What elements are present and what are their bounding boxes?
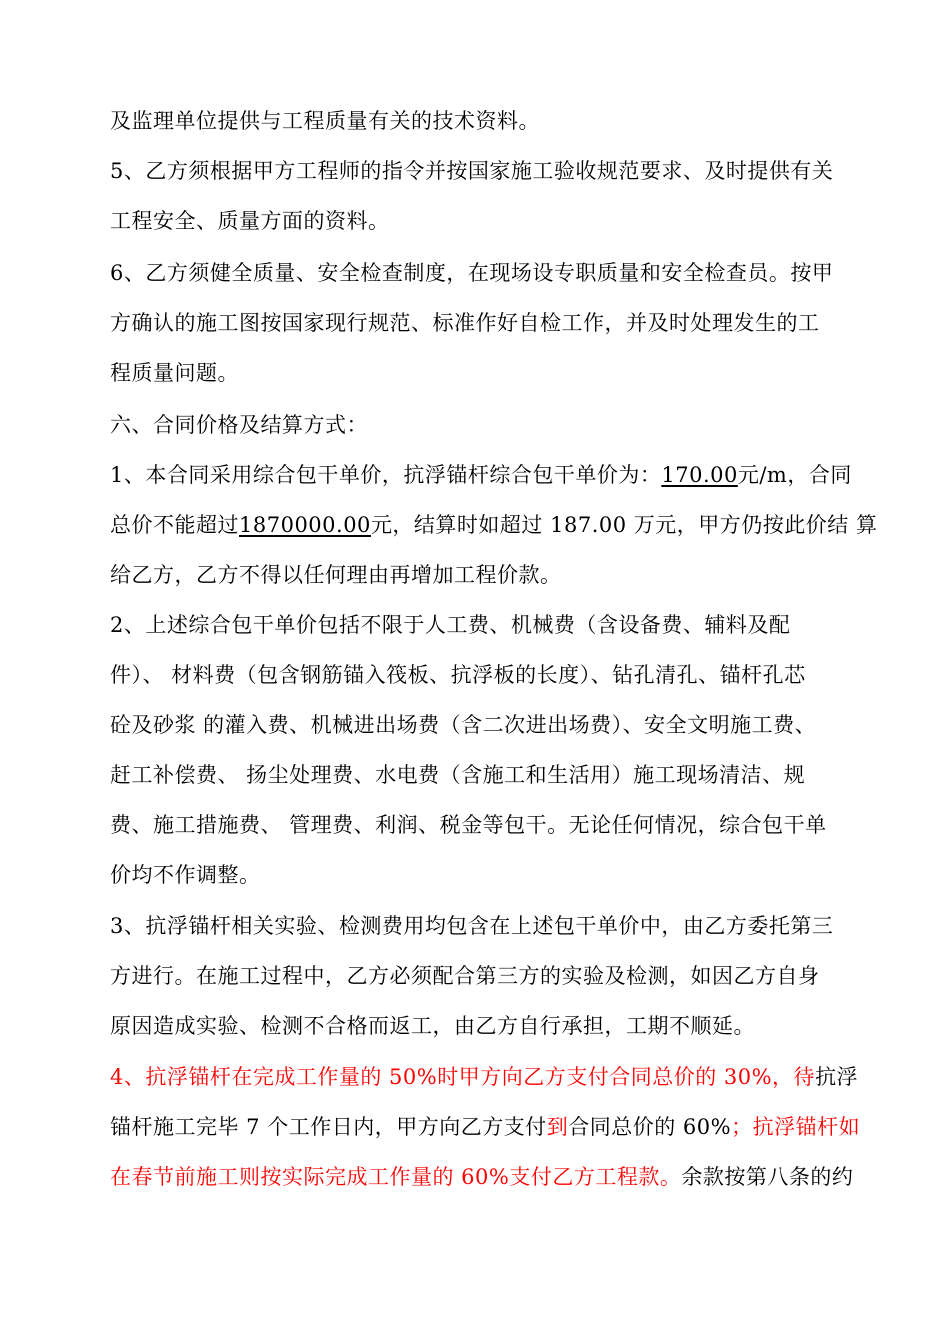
text-line bbox=[110, 1062, 858, 1092]
text-segment: 给乙方，乙方不得以任何理由再增加工程价款。 bbox=[110, 563, 562, 587]
text-line bbox=[110, 961, 820, 991]
text-segment: 2、上述综合包干单价包括不限于人工费、机械费（含设备费、辅料及配 bbox=[110, 613, 791, 637]
text-line bbox=[110, 206, 390, 236]
text-segment: 总价不能超过 bbox=[110, 513, 239, 537]
highlighted-text: ；抗浮锚杆如 bbox=[731, 1115, 861, 1139]
text-segment: 原因造成实验、检测不合格而返工，由乙方自行承担，工期不顺延。 bbox=[110, 1014, 755, 1038]
text-segment: 价均不作调整。 bbox=[110, 863, 261, 887]
highlighted-text: 在春节前施工则按实际完成工作量的 60%支付乙方工程款。 bbox=[110, 1165, 682, 1189]
highlighted-text: 到 bbox=[546, 1115, 569, 1139]
text-line bbox=[110, 810, 827, 840]
text-line bbox=[110, 308, 820, 338]
text-segment: 1、本合同采用综合包干单价，抗浮锚杆综合包干单价为： bbox=[110, 463, 662, 487]
text-line bbox=[110, 760, 805, 790]
text-line bbox=[110, 510, 877, 540]
text-segment: 砼及砂浆 的灌入费、机械进出场费（含二次进出场费）、安全文明施工费、 bbox=[110, 713, 817, 737]
text-segment: 方进行。在施工过程中，乙方必须配合第三方的实验及检测，如因乙方自身 bbox=[110, 964, 820, 988]
text-line bbox=[110, 660, 806, 690]
text-line bbox=[110, 610, 790, 640]
text-segment: 六、合同价格及结算方式： bbox=[110, 413, 368, 437]
text-segment: 元，结算时如超过 187.00 万元，甲方仍按此价结 算 bbox=[370, 513, 878, 537]
text-line bbox=[110, 560, 562, 590]
text-line bbox=[110, 911, 833, 941]
text-line bbox=[110, 1011, 755, 1041]
text-segment: 抗浮 bbox=[815, 1065, 859, 1089]
text-segment: 3、抗浮锚杆相关实验、检测费用均包含在上述包干单价中，由乙方委托第三 bbox=[110, 914, 834, 938]
text-segment: 及监理单位提供与工程质量有关的技术资料。 bbox=[110, 109, 540, 133]
text-segment: 6、乙方须健全质量、安全检查制度，在现场设专职质量和安全检查员。按甲 bbox=[110, 261, 834, 285]
highlighted-text: 4、抗浮锚杆在完成工作量的 50%时甲方向乙方支付合同总价的 30%，待 bbox=[110, 1065, 816, 1089]
text-line bbox=[110, 460, 852, 490]
text-line bbox=[110, 1162, 853, 1192]
text-line bbox=[110, 358, 239, 388]
text-segment: 方确认的施工图按国家现行规范、标准作好自检工作，并及时处理发生的工 bbox=[110, 311, 820, 335]
text-line bbox=[110, 710, 816, 740]
text-segment: 元/m，合同 bbox=[737, 463, 852, 487]
text-segment: 程质量问题。 bbox=[110, 361, 239, 385]
text-segment: 赶工补偿费、 扬尘处理费、水电费（含施工和生活用）施工现场清洁、规 bbox=[110, 763, 806, 787]
text-line bbox=[110, 106, 540, 136]
text-line bbox=[110, 156, 833, 186]
text-segment: 余款按第八条的约 bbox=[681, 1165, 854, 1189]
underlined-value: 170.00 bbox=[661, 463, 738, 487]
text-segment: 5、乙方须根据甲方工程师的指令并按国家施工验收规范要求、及时提供有关 bbox=[110, 159, 834, 183]
text-line bbox=[110, 410, 368, 440]
text-segment: 锚杆施工完毕 7 个工作日内，甲方向乙方支付 bbox=[110, 1115, 547, 1139]
text-line bbox=[110, 258, 833, 288]
text-segment: 工程安全、质量方面的资料。 bbox=[110, 209, 390, 233]
text-segment: 件）、 材料费（包含钢筋锚入筏板、抗浮板的长度）、钻孔清孔、锚杆孔芯 bbox=[110, 663, 806, 687]
text-segment: 合同总价的 60% bbox=[568, 1115, 732, 1139]
text-line bbox=[110, 860, 261, 890]
underlined-value: 1870000.00 bbox=[239, 513, 371, 537]
text-segment: 费、施工措施费、 管理费、利润、税金等包干。无论任何情况，综合包干单 bbox=[110, 813, 827, 837]
text-line bbox=[110, 1112, 860, 1142]
